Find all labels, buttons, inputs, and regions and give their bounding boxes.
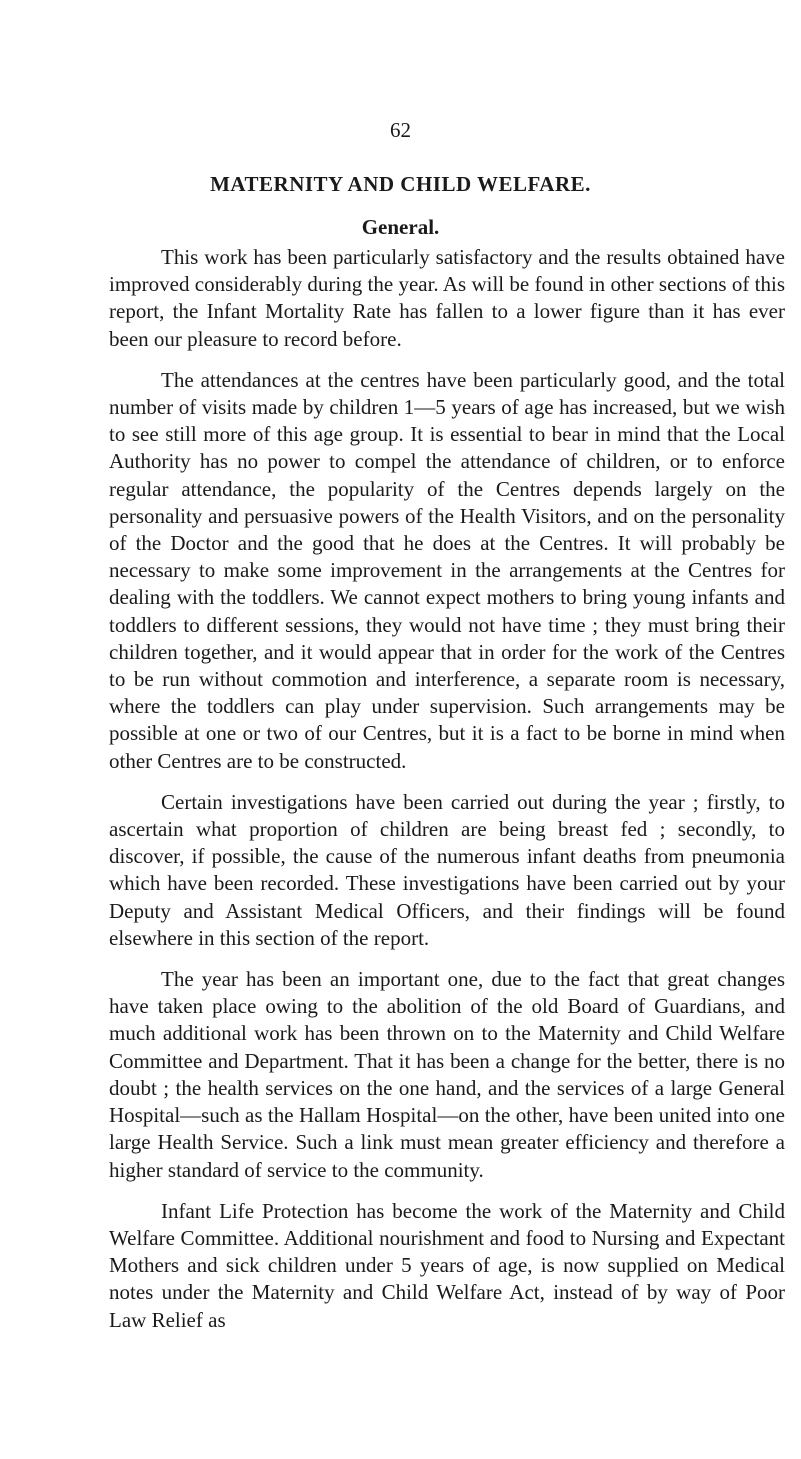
section-subtitle: General. — [361, 215, 440, 239]
section-title: MATERNITY AND CHILD WELFARE. — [210, 172, 591, 196]
paragraph: The attendances at the centres have been particularly good, and the total number of visits made by children 1—5 years of age has increased, but we wish to see still more of this age group. It is essential to bear in mind that the Local Authority has no power to compel the attendance of children, or to enforce regular attendance, the popularity of the Centres depends largely on the personality and persuasive powers of the Health Visitors, and on the personality of the Doctor and the good that he does at the Centres. It will probably be necessary to make some improvement in the arrangements at the Centres for dealing with the toddlers. We cannot expect mothers to bring young infants and toddlers to different sessions, they would not have time ; they must bring their children together, and it would appear that in order for the work of the Centres to be run without commotion and interference, a separate room is necessary, where the toddlers can play under supervision. Such arrangements may be possible at one or two of our Centres, but it is a fact to be borne in mind when other Centres are to be constructed. — [109, 367, 785, 773]
paragraph: Certain investigations have been carried out during the year ; firstly, to ascertain what proportion of children are being breast fed ; secondly, to discover, if possible, the cause of the numerous infant deaths from pneumonia which have been recorded. These investigations have been carried out by your Deputy and Assistant Medical Officers, and their findings will be found elsewhere in this section of the report. — [109, 789, 785, 950]
body-text — [109, 244, 785, 1348]
page-number: 62 — [390, 118, 411, 142]
paragraph: The year has been an important one, due to the fact that great changes have taken place owing to the abolition of the old Board of Guardians, and much additional work has been thrown on to the Maternity and Child Welfare Committee and Department. That it has been a change for the better, there is no doubt ; the health services on the one hand, and the services of a large General Hospital—such as the Hallam Hospital—on the other, have been united into one large Health Service. Such a link must mean greater efficiency and therefore a higher standard of service to the community. — [109, 967, 785, 1182]
paragraph: Infant Life Protection has become the work of the Maternity and Child Welfare Committee. Additional nourishment and food to Nursing and Expectant Mothers and sick children under 5 years of age, is now supplied on Medical notes under the Maternity and Child Welfare Act, instead of by way of Poor Law Relief as — [109, 1198, 785, 1332]
paragraph: This work has been particularly satisfactory and the results obtained have improved considerably during the year. As will be found in other sections of this report, the Infant Mortality Rate has fallen to a lower figure than it has ever been our pleasure to record before. — [109, 245, 785, 351]
